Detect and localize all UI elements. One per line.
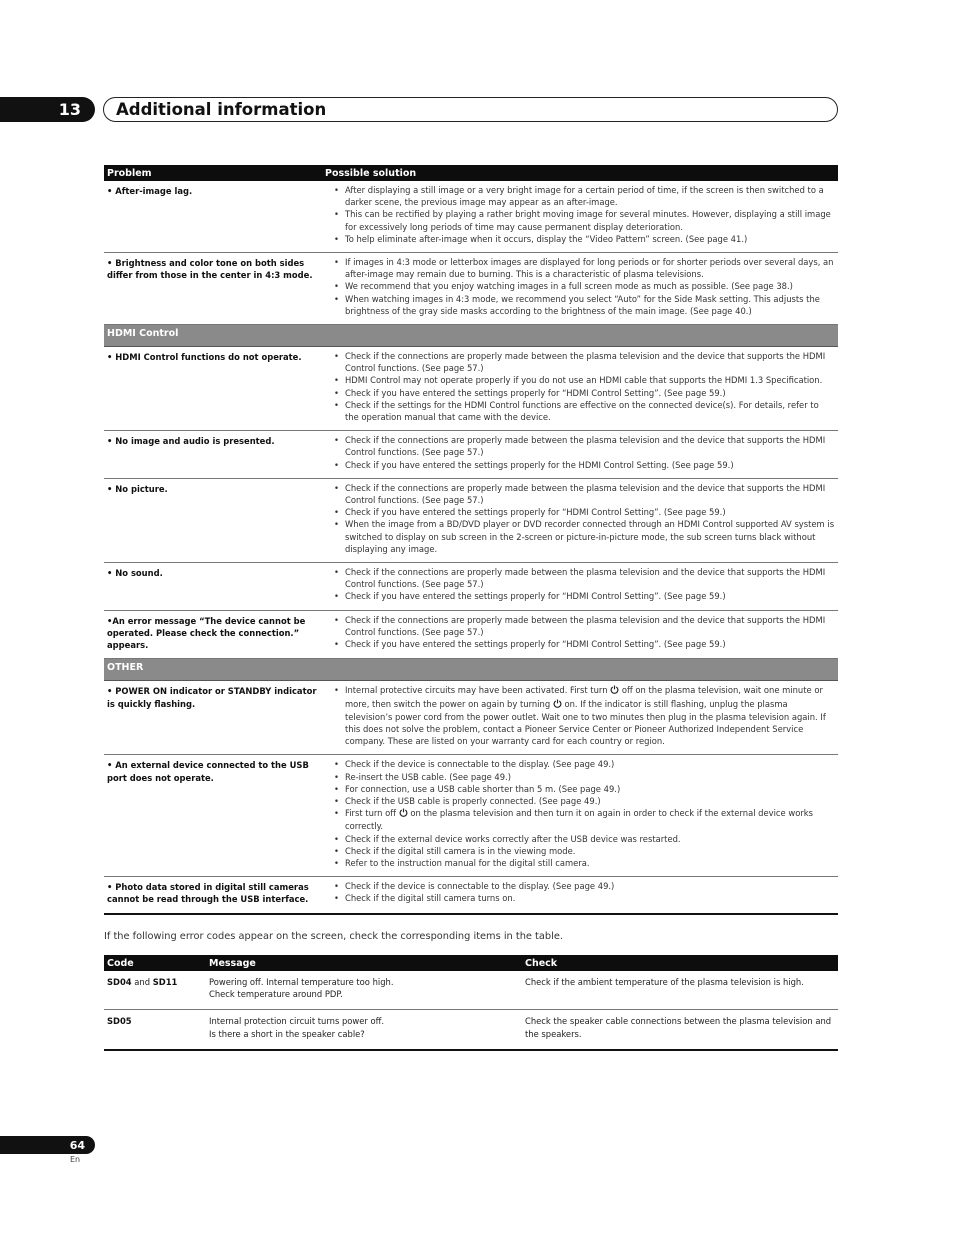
error-code-joiner: and <box>131 977 153 987</box>
solution-list <box>325 482 835 555</box>
solution-item: • Check if the settings for the HDMI Control functions are effective on the connected device(s). For details, refer to the operation manual that came with the device. <box>335 399 835 423</box>
solution-list <box>325 880 835 904</box>
page-number: 64 <box>69 1138 85 1152</box>
solution-cell <box>322 681 838 755</box>
solution-item <box>335 684 835 747</box>
problem-cell: • No picture. <box>104 478 322 562</box>
troubleshooting-table <box>104 165 838 915</box>
message-cell <box>206 971 522 1010</box>
solution-cell <box>322 610 838 659</box>
column-header-solution: Possible solution <box>322 165 838 181</box>
solution-item: • Check if the connections are properly made between the plasma television and the device that supports the HDMI Control functions. (See page 57.) <box>335 482 835 506</box>
table-row <box>104 971 838 1010</box>
solution-item: • Refer to the instruction manual for the digital still camera. <box>335 857 835 869</box>
solution-item: • Re-insert the USB cable. (See page 49.) <box>335 771 835 783</box>
table-header-row <box>104 165 838 181</box>
solution-list <box>325 256 835 317</box>
solution-item: • We recommend that you enjoy watching images in a full screen mode as much as possible. (See page 38.) <box>335 280 835 292</box>
message-cell <box>206 1010 522 1050</box>
solution-list <box>325 350 835 423</box>
problem-cell: • After-image lag. <box>104 181 322 253</box>
check-cell: Check if the ambient temperature of the plasma television is high. <box>522 971 838 1010</box>
message-line: Is there a short in the speaker cable? <box>209 1028 365 1039</box>
solution-item: • Check if the digital still camera turns on. <box>335 892 835 904</box>
solution-cell <box>322 347 838 431</box>
section-row <box>104 659 838 681</box>
table-row <box>104 253 838 325</box>
column-header-check: Check <box>522 955 838 971</box>
solution-list <box>325 434 835 471</box>
table-row <box>104 877 838 914</box>
solution-text: on the plasma television and then turn it on again in order to check if the external device works correctly. <box>345 808 813 832</box>
solution-item: • Check if the connections are properly made between the plasma television and the device that supports the HDMI Control functions. (See page 57.) <box>335 350 835 374</box>
power-icon <box>399 808 408 820</box>
solution-cell <box>322 877 838 914</box>
solution-item: • Check if the connections are properly made between the plasma television and the device that supports the HDMI Control functions. (See page 57.) <box>335 434 835 458</box>
problem-cell: •An error message “The device cannot be operated. Please check the connection.” appears. <box>104 610 322 659</box>
message-line: Powering off. Internal temperature too high. <box>209 977 394 987</box>
solution-item: • When watching images in 4:3 mode, we recommend you select “Auto” for the Side Mask setting. This adjusts the brightness of the gray side masks according to the brightness of the main image. (See page 40.) <box>335 293 835 317</box>
error-code: SD04 <box>107 977 132 987</box>
solution-text: off on the plasma television, wait one minute or more, then switch the power on again by turning <box>345 685 823 709</box>
solution-cell <box>322 563 838 611</box>
error-code: SD11 <box>152 977 178 987</box>
chapter-number-tab <box>0 97 95 122</box>
solution-item: • Check if the digital still camera is in the viewing mode. <box>335 845 835 857</box>
solution-list <box>325 758 835 869</box>
table-header-row <box>104 955 838 971</box>
solution-list <box>325 184 835 245</box>
solution-item: • Check if the connections are properly made between the plasma television and the device that supports the HDMI Control functions. (See page 57.) <box>335 566 835 590</box>
page-number-tab <box>0 1136 95 1154</box>
solution-item: • When the image from a BD/DVD player or DVD recorder connected through an HDMI Control supported AV system is switched to display on sub screen in the 2-screen or picture-in-picture mode, the sub screen turns black without displaying any image. <box>335 518 835 555</box>
troubleshooting-table-body <box>104 181 838 914</box>
solution-text: Internal protective circuits may have been activated. First turn <box>345 685 611 696</box>
table-row <box>104 478 838 562</box>
table-row <box>104 755 838 877</box>
problem-cell: • Brightness and color tone on both sides differ from those in the center in 4:3 mode. <box>104 253 322 325</box>
solution-item: • Check if you have entered the settings properly for “HDMI Control Setting”. (See page 59.) <box>335 387 835 399</box>
problem-cell: • An external device connected to the USB port does not operate. <box>104 755 322 877</box>
solution-item: • Check if you have entered the settings properly for “HDMI Control Setting”. (See page 59.) <box>335 590 835 602</box>
power-icon <box>610 685 619 697</box>
solution-item: • Check if the connections are properly made between the plasma television and the device that supports the HDMI Control functions. (See page 57.) <box>335 614 835 638</box>
solution-item: • Check if you have entered the settings properly for the HDMI Control Setting. (See page 59.) <box>335 459 835 471</box>
solution-item: • For connection, use a USB cable shorter than 5 m. (See page 49.) <box>335 783 835 795</box>
solution-list <box>325 684 835 747</box>
table-row <box>104 681 838 755</box>
column-header-problem: Problem <box>104 165 322 181</box>
solution-text: on. If the indicator is still flashing, unplug the plasma television’s power cord from the power outlet. Wait one to two minutes then plug in the plasma television again. If this does not solve the problem, contact a Pioneer Service Center or Pioneer Authorized Independent Service company. These are listed on your warranty card for each country or region. <box>345 698 826 747</box>
solution-cell <box>322 181 838 253</box>
section-label: HDMI Control <box>104 325 838 347</box>
error-code-cell <box>104 971 206 1010</box>
solution-list <box>325 566 835 603</box>
table-row <box>104 1010 838 1050</box>
language-code: En <box>70 1155 81 1164</box>
table-row <box>104 610 838 659</box>
table-row <box>104 431 838 479</box>
solution-item: • Check if you have entered the settings properly for “HDMI Control Setting”. (See page 59.) <box>335 638 835 650</box>
power-icon <box>553 699 562 711</box>
problem-cell: • HDMI Control functions do not operate. <box>104 347 322 431</box>
solution-item: • HDMI Control may not operate properly if you do not use an HDMI cable that supports the HDMI 1.3 Specification. <box>335 374 835 386</box>
error-code-table <box>104 955 838 1051</box>
column-header-message: Message <box>206 955 522 971</box>
solution-cell <box>322 755 838 877</box>
solution-cell <box>322 253 838 325</box>
section-row <box>104 325 838 347</box>
message-line: Internal protection circuit turns power off. <box>209 1016 385 1027</box>
table-row <box>104 181 838 253</box>
solution-item: • Check if the external device works correctly after the USB device was restarted. <box>335 833 835 845</box>
solution-list <box>325 614 835 651</box>
solution-item: • Check if you have entered the settings properly for “HDMI Control Setting”. (See page 59.) <box>335 506 835 518</box>
solution-text: First turn off <box>345 808 399 819</box>
solution-item: • Check if the USB cable is properly connected. (See page 49.) <box>335 795 835 807</box>
problem-cell: • Photo data stored in digital still cameras cannot be read through the USB interface. <box>104 877 322 914</box>
table-row <box>104 563 838 611</box>
column-header-code: Code <box>104 955 206 971</box>
solution-item: • After displaying a still image or a very bright image for a certain period of time, if the screen is then switched to a darker scene, the previous image may appear as an after-image. <box>335 184 835 208</box>
solution-item: • Check if the device is connectable to the display. (See page 49.) <box>335 880 835 892</box>
solution-item <box>335 807 835 832</box>
chapter-number: 13 <box>58 100 81 119</box>
error-code: SD05 <box>107 1016 132 1027</box>
chapter-title: Additional information <box>103 97 838 122</box>
solution-cell <box>322 478 838 562</box>
solution-item: • This can be rectified by playing a rather bright moving image for several minutes. However, displaying a still image for excessively long periods of time may cause permanent display deterioration. <box>335 208 835 232</box>
problem-cell: • No image and audio is presented. <box>104 431 322 479</box>
solution-item: • To help eliminate after-image when it occurs, display the “Video Pattern” screen. (See page 41.) <box>335 233 835 245</box>
error-codes-intro: If the following error codes appear on the screen, check the corresponding items in the table. <box>104 931 563 942</box>
section-label: OTHER <box>104 659 838 681</box>
check-cell: Check the speaker cable connections between the plasma television and the speakers. <box>522 1010 838 1050</box>
error-code-table-body <box>104 971 838 1050</box>
error-code-cell <box>104 1010 206 1050</box>
table-row <box>104 347 838 431</box>
message-line: Check temperature around PDP. <box>209 989 343 1000</box>
problem-cell: • No sound. <box>104 563 322 611</box>
problem-cell: • POWER ON indicator or STANDBY indicator is quickly flashing. <box>104 681 322 755</box>
solution-item: • If images in 4:3 mode or letterbox images are displayed for long periods or for shorter periods over several days, an after-image may remain due to burning. This is a characteristic of plasma televisions. <box>335 256 835 280</box>
solution-item: • Check if the device is connectable to the display. (See page 49.) <box>335 758 835 770</box>
solution-cell <box>322 431 838 479</box>
